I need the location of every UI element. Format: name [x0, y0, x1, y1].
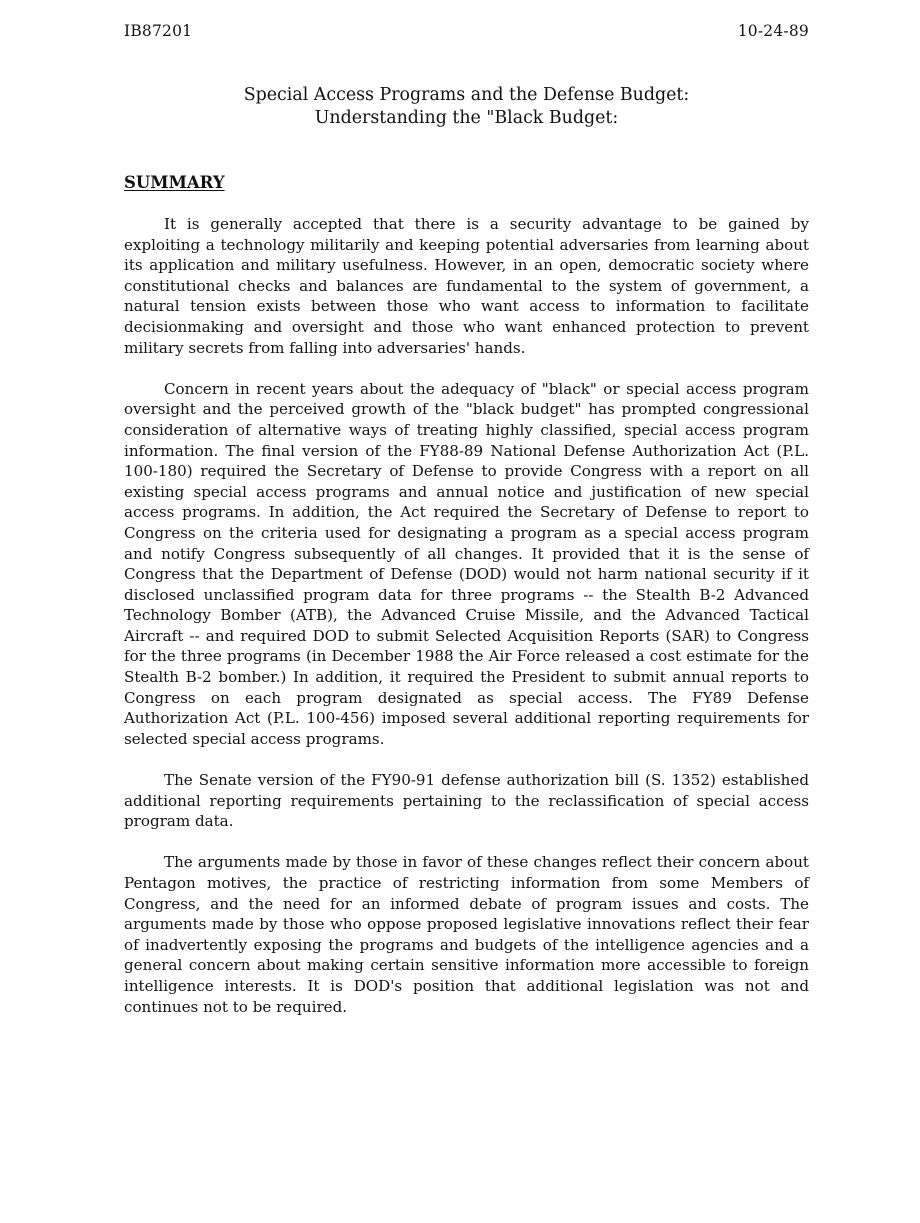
summary-paragraph-2: Concern in recent years about the adequacy of "black" or special access program oversight and the perceived growth of the "black budget" has prompted congressional consideration of alternative ways of treating highly classified, special access program information. The final version of the FY88-89 National Defense Authorization Act (P.L. 100-180) required the Secretary of Defense to provide Congress with a report on all existing special access programs and annual notice and justification of new special access programs. In addition, the Act required the Secretary of Defense to report to Congress on the criteria used for designating a program as a special access program and notify Congress subsequently of all changes. It provided that it is the sense of Congress that the Department of Defense (DOD) would not harm national security if it disclosed unclassified program data for three programs -- the Stealth B-2 Advanced Technology Bomber (ATB), the Advanced Cruise Missile, and the Advanced Tactical Aircraft -- and required DOD to submit Selected Acquisition Reports (SAR) to Congress for the three programs (in December 1988 the Air Force released a cost estimate for the Stealth B-2 bomber.) In addition, it required the President to submit annual reports to Congress on each program designated as special access. The FY89 Defense Authorization Act (P.L. 100-456) imposed several additional reporting requirements for selected special access programs. — [124, 379, 809, 748]
summary-paragraph-1: It is generally accepted that there is a security advantage to be gained by exploiting a technology militarily and keeping potential adversaries from learning about its application and military usefulness. However, in an open, democratic society where constitutional checks and balances are fundamental to the system of government, a natural tension exists between those who want access to information to facilitate decisionmaking and oversight and those who want enhanced protection to prevent military secrets from falling into adversaries' hands. — [124, 215, 809, 357]
title-line-2: Understanding the "Black Budget: — [314, 108, 619, 128]
summary-body — [124, 214, 809, 1038]
title-line-1: Special Access Programs and the Defense Budget: — [243, 85, 690, 105]
summary-paragraph-4: The arguments made by those in favor of these changes reflect their concern about Pentagon motives, the practice of restricting information from some Members of Congress, and the need for an informed debate of program issues and costs. The arguments made by those who oppose proposed legislative innovations reflect their fear of inadvertently exposing the programs and budgets of the intelligence agencies and a general concern about making certain sensitive information more accessible to foreign intelligence interests. It is DOD's position that additional legislation was not and continues not to be required. — [124, 853, 809, 1016]
document-title — [124, 84, 809, 130]
document-date: 10-24-89 — [737, 22, 809, 40]
document-id: IB87201 — [124, 22, 193, 40]
summary-heading: SUMMARY — [124, 173, 225, 192]
summary-paragraph-3: The Senate version of the FY90-91 defense authorization bill (S. 1352) established additional reporting requirements pertaining to the reclassification of special access program data. — [124, 771, 809, 831]
